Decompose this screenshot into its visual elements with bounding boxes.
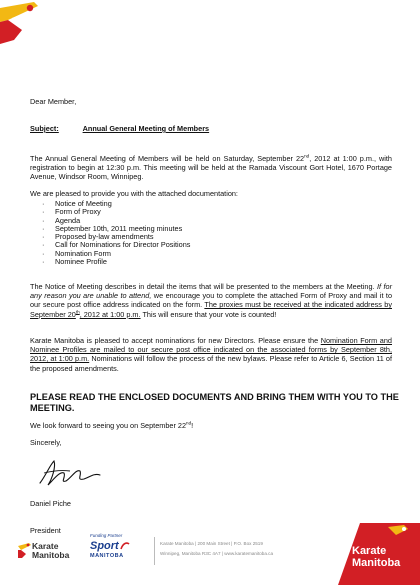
karate-figure-icon xyxy=(0,0,40,46)
bold-notice: PLEASE READ THE ENCLOSED DOCUMENTS AND BRING THEM WITH YOU TO THE MEETING. xyxy=(30,392,399,413)
sport-manitoba-text: MANITOBA xyxy=(90,553,124,559)
list-item: · Nomination Form xyxy=(42,250,190,258)
footer-karate-logo xyxy=(18,540,78,570)
footer-logo-line1: Karate xyxy=(32,541,59,551)
red-logo-line1: Karate xyxy=(352,545,387,557)
subject-label: Subject: xyxy=(30,124,59,133)
subject-text: Annual General Meeting of Members xyxy=(82,124,210,133)
funding-partner-label: Funding Partner xyxy=(90,533,123,538)
document-list xyxy=(42,200,190,266)
closing: Sincerely, xyxy=(30,438,62,447)
footer-logo-line2: Manitoba xyxy=(32,550,70,560)
paragraph-closing-remark: We look forward to seeing you on September 22nd! xyxy=(30,420,194,430)
sport-swoosh-icon xyxy=(120,541,130,551)
paragraph-proxy: The Notice of Meeting describes in detail the items that will be presented to the members at the Meeting. If for any reason you are unable to attend, we encourage you to complete the attached Form of Proxy and mail it to our secure post office address indicated on the form. The proxies must be received at the indicated address by September 20th, 2012 at 1:00 p.m. This will ensure that your vote is counted! xyxy=(30,282,392,319)
paragraph-documentation-intro: We are pleased to provide you with the attached documentation: xyxy=(30,189,238,198)
footer-divider xyxy=(154,537,155,565)
list-item: · Form of Proxy xyxy=(42,208,190,216)
signature-icon xyxy=(36,455,106,491)
subject-line xyxy=(30,124,209,133)
list-item: · September 10th, 2011 meeting minutes xyxy=(42,225,190,233)
paragraph-nominations: Karate Manitoba is pleased to accept nominations for new Directors. Please ensure the Nomination Form and Nominee Profiles are mailed to our secure post office indicated on the associated forms by September 8th, 2012, at 1:00 p.m. Nominations will follow the process of the new bylaws. Please refer to Article 6, Section 11 of the proposed amendments. xyxy=(30,336,392,373)
footer-sport-logo xyxy=(90,533,150,569)
sport-wordmark: Sport xyxy=(90,540,119,552)
list-item: · Agenda xyxy=(42,217,190,225)
paragraph-meeting-details: The Annual General Meeting of Members will be held on Saturday, September 22nd, 2012 at 1:00 p.m., with registration to begin at 12:30 p.m. This meeting will be held at the Ramada Viscount Gort Hotel, 1670 Portage Avenue, Windsor Room, Winnipeg. xyxy=(30,153,392,182)
list-item: · Proposed by-law amendments xyxy=(42,233,190,241)
list-item: · Nominee Profile xyxy=(42,258,190,266)
footer-address-line1: Karate Manitoba | 200 Main Street | P.O. Box 2519 xyxy=(160,541,263,546)
list-item: · Notice of Meeting xyxy=(42,200,190,208)
signer-name: Daniel Piche xyxy=(30,499,71,508)
signature xyxy=(36,455,106,491)
salutation: Dear Member, xyxy=(30,97,77,106)
red-logo-line2: Manitoba xyxy=(352,557,401,569)
footer-red-block xyxy=(338,523,420,585)
header-logo xyxy=(0,0,40,46)
signer-title: President xyxy=(30,526,61,535)
karate-figure-small-icon xyxy=(18,542,32,558)
list-item: · Call for Nominations for Director Positions xyxy=(42,241,190,249)
footer-address-line2: Winnipeg, Manitoba R3C 4A7 | www.karatemanitoba.ca xyxy=(160,551,274,556)
